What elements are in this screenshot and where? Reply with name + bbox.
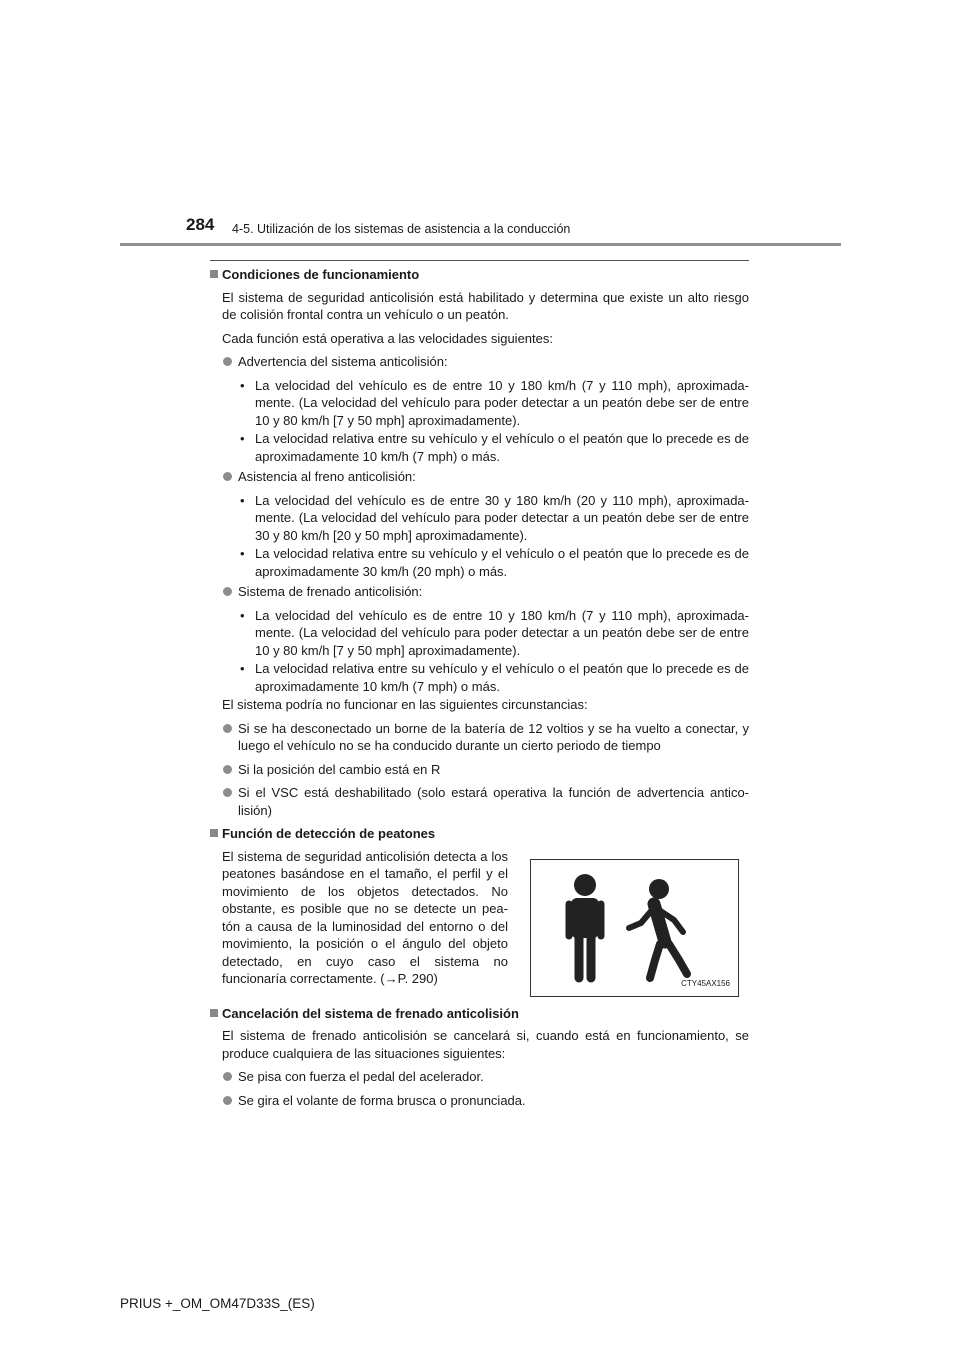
circle-bullet-icon [223, 724, 232, 733]
document-code: PRIUS +_OM_OM47D33S_(ES) [120, 1296, 315, 1311]
function-name: Advertencia del sistema anticolisión: [238, 354, 448, 369]
function-condition: • La velocidad del vehículo es de entre 10 y 180 km/h (7 y 110 mph), aproximada-mente. (La velocidad del vehículo para poder detectar a un peatón debe ser de entre 10 y 80 km/h [7 y 50 mph] aproximadamente). [240, 607, 749, 658]
circle-bullet-icon [223, 472, 232, 481]
function-condition: • La velocidad relativa entre su vehículo y el vehículo o el peatón que lo precede es de aproximadamente 30 km/h (20 mph) o más. [240, 546, 749, 579]
function-braking [210, 583, 749, 601]
speeds-intro: Cada función está operativa a las velocidades siguientes: [222, 330, 553, 346]
cancellation-heading [210, 1005, 749, 1023]
conditions-heading [210, 266, 749, 284]
circle-bullet-icon [223, 1096, 232, 1105]
function-brake-assist [210, 468, 749, 486]
pedestrian-section [210, 848, 749, 997]
square-bullet-icon [210, 270, 218, 278]
walking-person-icon [629, 879, 687, 978]
conditions-title: Condiciones de funcionamiento [222, 267, 420, 282]
pedestrian-text: El sistema de seguridad anticolisión detecta a los peatones basándose en el tamaño, el perfil y el movimiento de los objetos detectados. No obstante, es posible que no se detecte un pea-tón a causa de la luminosidad del entorno o del movimiento, la posición o el ángulo del objeto detectado, en cuyo caso el sistema no funcionaría correctamente. (→P. 290) [222, 848, 508, 986]
function-name: Sistema de frenado anticolisión: [238, 584, 423, 599]
circle-bullet-icon [223, 765, 232, 774]
figure-code: CTY45AX156 [681, 979, 730, 988]
circle-bullet-icon [223, 1072, 232, 1081]
standing-person-icon [569, 874, 601, 978]
header-rule [120, 243, 841, 246]
function-warning [210, 353, 749, 371]
pedestrian-figure [530, 859, 739, 997]
page-number: 284 [186, 215, 215, 234]
square-bullet-icon [210, 829, 218, 837]
cancellation-item: Se gira el volante de forma brusca o pronunciada. [210, 1092, 749, 1110]
cancellation-title: Cancelación del sistema de frenado anticolisión [222, 1005, 519, 1021]
function-condition: • La velocidad del vehículo es de entre 10 y 180 km/h (7 y 110 mph), aproximada-mente. (La velocidad del vehículo para poder detectar a un peatón debe ser de entre 10 y 80 km/h [7 y 50 mph] aproximadamente). [240, 377, 749, 428]
cancellation-intro: El sistema de frenado anticolisión se cancelará si, cuando está en funcionamiento, se produce cualquiera de las situaciones siguientes: [222, 1028, 749, 1061]
function-condition: • La velocidad relativa entre su vehículo y el vehículo o el peatón que lo precede es de aproximadamente 10 km/h (7 mph) o más. [240, 661, 749, 694]
pedestrian-title: Función de detección de peatones [222, 826, 436, 841]
main-content [210, 266, 749, 1115]
not-work-item: Si la posición del cambio está en R [210, 761, 749, 779]
function-condition: • La velocidad relativa entre su vehículo y el vehículo o el peatón que lo precede es de aproximadamente 10 km/h (7 mph) o más. [240, 431, 749, 464]
not-work-item: Si el VSC está deshabilitado (solo estará operativa la función de advertencia antico-lisión) [210, 784, 749, 819]
conditions-intro: El sistema de seguridad anticolisión está habilitado y determina que existe un alto riesgo de colisión frontal contra un vehículo o un peatón. [222, 289, 749, 322]
content-rule [210, 260, 749, 261]
not-work-intro: El sistema podría no funcionar en las siguientes circunstancias: [222, 697, 588, 712]
function-name: Asistencia al freno anticolisión: [238, 469, 416, 484]
pedestrian-heading [210, 825, 749, 843]
circle-bullet-icon [223, 587, 232, 596]
square-bullet-icon [210, 1009, 218, 1017]
cancellation-item: Se pisa con fuerza el pedal del acelerador. [210, 1068, 749, 1086]
circle-bullet-icon [223, 788, 232, 797]
circle-bullet-icon [223, 357, 232, 366]
section-title: 4-5. Utilización de los sistemas de asistencia a la conducción [232, 222, 571, 236]
not-work-item: Si se ha desconectado un borne de la batería de 12 voltios y se ha vuelto a conectar, y luego el vehículo no se ha conducido durante un cierto periodo de tiempo [210, 720, 749, 755]
function-condition: • La velocidad del vehículo es de entre 30 y 180 km/h (20 y 110 mph), aproximada-mente. (La velocidad del vehículo para poder detectar a un peatón debe ser de entre 30 y 80 km/h [20 y 50 mph] aproximadamente). [240, 492, 749, 543]
